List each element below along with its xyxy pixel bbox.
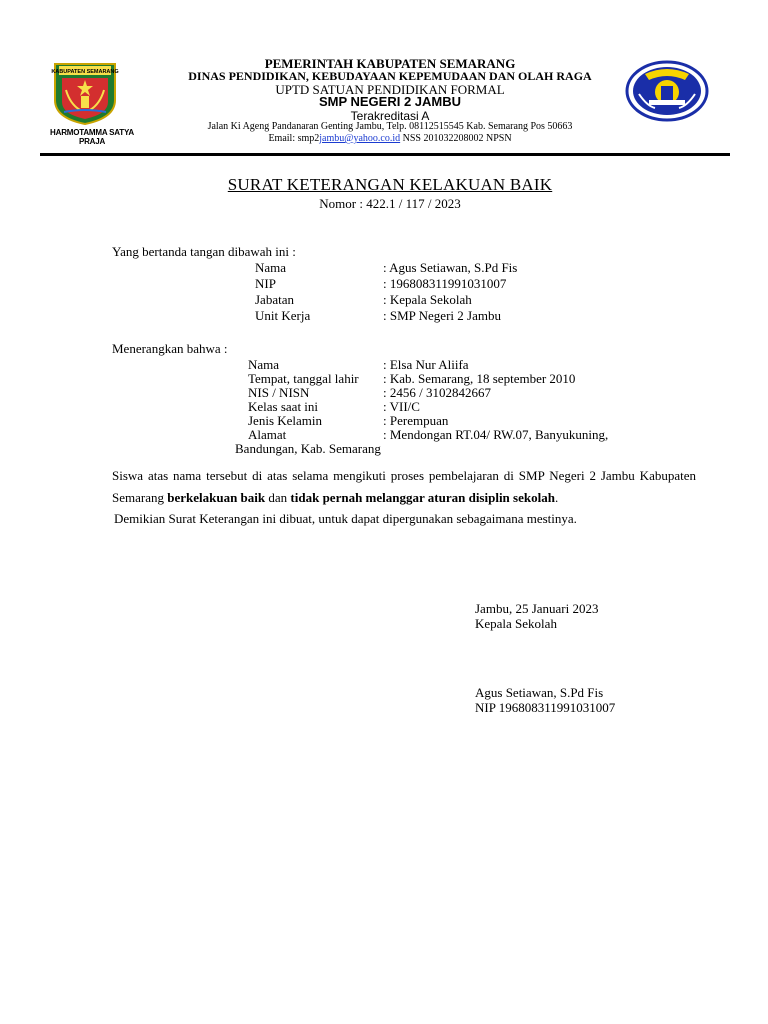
- student-class-label: Kelas saat ini: [248, 399, 319, 414]
- signer-unit-label: Unit Kerja: [255, 308, 311, 323]
- statement-good-conduct: berkelakuan baik: [167, 490, 266, 505]
- student-intro: Menerangkan bahwa :: [112, 341, 228, 356]
- student-name-label: Nama: [248, 357, 280, 372]
- letterhead-school-name: SMP NEGERI 2 JAMBU: [318, 94, 462, 109]
- kabupaten-semarang-logo: [50, 60, 120, 126]
- signer-nip-value: : 196808311991031007: [383, 276, 507, 291]
- student-birth-value: : Kab. Semarang, 18 september 2010: [383, 371, 576, 386]
- signature-place-date: Jambu, 25 Januari 2023: [475, 601, 599, 616]
- letterhead-department: DINAS PENDIDIKAN, KEBUDAYAAN KEPEMUDAAN DAN OLAH RAGA: [188, 69, 592, 83]
- letter-title: SURAT KETERANGAN KELAKUAN BAIK: [227, 175, 553, 194]
- letterhead-unit: UPTD SATUAN PENDIDIKAN FORMAL: [275, 82, 505, 97]
- logo-motto: HARMOTAMMA SATYA PRAJA: [50, 128, 134, 146]
- student-address-value: : Mendongan RT.04/ RW.07, Banyukuning,: [383, 427, 609, 442]
- signer-name-label: Nama: [255, 260, 287, 275]
- letter-number: Nomor : 422.1 / 117 / 2023: [319, 196, 461, 211]
- statement-text-c: .: [554, 490, 559, 505]
- student-class-value: : VII/C: [383, 399, 420, 414]
- email-prefix: Email: smp2: [268, 133, 320, 144]
- closing-paragraph: Demikian Surat Keterangan ini dibuat, untuk dapat dipergunakan sebagaimana mestinya.: [114, 511, 577, 526]
- student-gender-label: Jenis Kelamin: [248, 413, 323, 428]
- letterhead-government: PEMERINTAH KABUPATEN SEMARANG: [264, 56, 516, 71]
- student-nis-label: NIS / NISN: [248, 385, 310, 400]
- student-gender-value: : Perempuan: [383, 413, 449, 428]
- signer-position-value: : Kepala Sekolah: [383, 292, 472, 307]
- email-suffix: NSS 201032208002 NPSN: [400, 133, 512, 144]
- signer-position-label: Jabatan: [255, 292, 294, 307]
- logo-left-label: KABUPATEN SEMARANG: [51, 69, 119, 75]
- letterhead-accreditation: Terakreditasi A: [350, 109, 430, 123]
- signer-unit-value: : SMP Negeri 2 Jambu: [383, 308, 501, 323]
- signature-role: Kepala Sekolah: [475, 616, 557, 631]
- letterhead-divider: [40, 153, 730, 156]
- student-address-label: Alamat: [248, 427, 287, 442]
- letterhead-contact: [140, 133, 640, 144]
- statement-text-a: Siswa atas nama tersebut di atas selama mengikuti proses pembelajaran di SMP Negeri 2 Jambu Kabupaten Semarang: [112, 468, 696, 505]
- statement-no-violation: tidak pernah melanggar aturan disiplin sekolah: [290, 490, 555, 505]
- student-name-value: : Elsa Nur Aliifa: [383, 357, 469, 372]
- signature-name: Agus Setiawan, S.Pd Fis: [475, 685, 604, 700]
- statement-paragraph: [112, 465, 696, 509]
- signer-nip-label: NIP: [255, 276, 276, 291]
- statement-text-b: dan: [265, 490, 291, 505]
- email-link[interactable]: jambu@yahoo.co.id: [319, 133, 401, 144]
- student-nis-value: : 2456 / 3102842667: [383, 385, 491, 400]
- signer-intro: Yang bertanda tangan dibawah ini :: [112, 244, 296, 259]
- student-address-continued: Bandungan, Kab. Semarang: [235, 441, 381, 456]
- student-birth-label: Tempat, tanggal lahir: [248, 371, 359, 386]
- letterhead-address: Jalan Ki Ageng Pandanaran Genting Jambu, Telp. 08112515545 Kab. Semarang Pos 50663: [207, 121, 573, 132]
- signer-name-value: : Agus Setiawan, S.Pd Fis: [383, 260, 518, 275]
- signature-nip: NIP 196808311991031007: [475, 700, 616, 715]
